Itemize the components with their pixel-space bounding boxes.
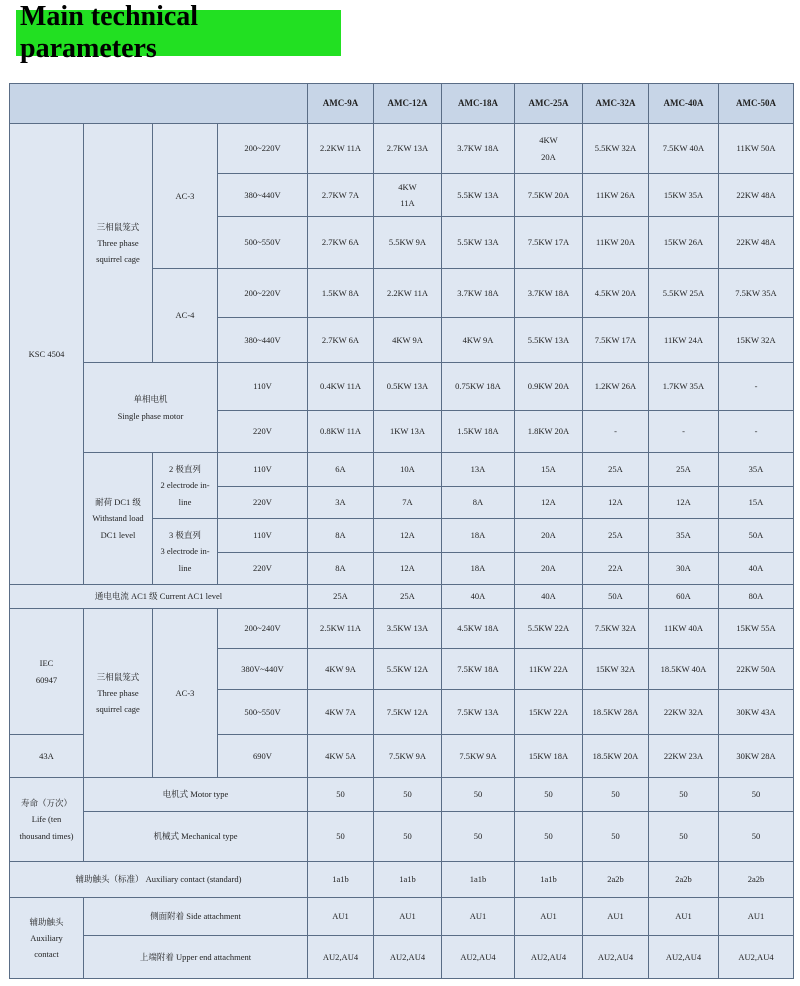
table-row xyxy=(10,812,794,862)
value-cell: 12A xyxy=(515,487,583,519)
value-cell: 2a2b xyxy=(583,862,649,898)
mechanical-type-label: 机械式 Mechanical type xyxy=(84,812,308,862)
iec-extra-label: 43A xyxy=(10,735,84,778)
value-cell: 12A xyxy=(649,487,719,519)
value-cell: 18.5KW 20A xyxy=(583,735,649,778)
ksc-squirrel-label xyxy=(84,124,153,363)
dc1-label xyxy=(84,453,153,585)
ksc-squirrel-label-line: 三相鼠笼式 xyxy=(96,221,140,232)
value-cell: 50 xyxy=(308,812,374,862)
life-label xyxy=(10,778,84,862)
value-cell: 2.7KW 6A xyxy=(308,318,374,363)
voltage-cell: 110V xyxy=(218,519,308,553)
value-cell: 5.5KW 13A xyxy=(515,318,583,363)
value-cell: 7A xyxy=(374,487,442,519)
value-cell: 30A xyxy=(649,553,719,585)
parameters-table xyxy=(9,83,794,979)
value-cell: 11KW 26A xyxy=(583,174,649,217)
voltage-cell: 200~220V xyxy=(218,269,308,318)
model-header: AMC-40A xyxy=(649,84,719,124)
value-cell: 6A xyxy=(308,453,374,487)
model-header: AMC-25A xyxy=(515,84,583,124)
value-cell: 15KW 35A xyxy=(649,174,719,217)
iec-ac3-label: AC-3 xyxy=(153,609,218,778)
value-cell: - xyxy=(719,411,794,453)
value-cell: 10A xyxy=(374,453,442,487)
value-cell: AU1 xyxy=(649,898,719,936)
value-cell: 40A xyxy=(442,585,515,609)
value-cell: AU2,AU4 xyxy=(308,936,374,979)
value-cell: - xyxy=(649,411,719,453)
ksc-ac4-label: AC-4 xyxy=(153,269,218,363)
model-header: AMC-9A xyxy=(308,84,374,124)
value-cell: 50 xyxy=(374,812,442,862)
iec-label xyxy=(10,609,84,735)
table-row xyxy=(10,898,794,936)
value-cell: 7.5KW 17A xyxy=(583,318,649,363)
value-cell: 22KW 50A xyxy=(719,649,794,690)
value-line: 4KW xyxy=(539,135,558,146)
value-cell: 3.5KW 13A xyxy=(374,609,442,649)
model-header: AMC-50A xyxy=(719,84,794,124)
value-cell: 15KW 18A xyxy=(515,735,583,778)
value-cell: 4KW 9A xyxy=(374,318,442,363)
table-row xyxy=(10,862,794,898)
value-cell: 7.5KW 12A xyxy=(374,690,442,735)
value-cell: 50 xyxy=(583,778,649,812)
value-cell: 7.5KW 20A xyxy=(515,174,583,217)
value-cell: 25A xyxy=(649,453,719,487)
value-cell: 1.7KW 35A xyxy=(649,363,719,411)
value-cell: 1.5KW 8A xyxy=(308,269,374,318)
value-cell: AU2,AU4 xyxy=(583,936,649,979)
voltage-cell: 380V~440V xyxy=(218,649,308,690)
model-header: AMC-32A xyxy=(583,84,649,124)
value-cell: 20A xyxy=(515,519,583,553)
value-cell: 22KW 23A xyxy=(649,735,719,778)
table-row xyxy=(10,936,794,979)
value-cell: 5.5KW 22A xyxy=(515,609,583,649)
value-cell: 3.7KW 18A xyxy=(515,269,583,318)
value-cell: 15KW 22A xyxy=(515,690,583,735)
value-cell: 18A xyxy=(442,553,515,585)
table-row xyxy=(10,124,794,174)
value-cell: 11KW 50A xyxy=(719,124,794,174)
value-cell: 18A xyxy=(442,519,515,553)
three-electrode-label-line: 3 electrode in-line xyxy=(160,546,210,573)
upper-attachment-label: 上端附着 Upper end attachment xyxy=(84,936,308,979)
voltage-cell: 110V xyxy=(218,363,308,411)
single-phase-label xyxy=(84,363,218,453)
voltage-cell: 380~440V xyxy=(218,174,308,217)
value-cell: 1a1b xyxy=(515,862,583,898)
value-cell: 25A xyxy=(583,519,649,553)
value-cell: AU2,AU4 xyxy=(515,936,583,979)
aux-contact-label xyxy=(10,898,84,979)
dc1-label-line: DC1 level xyxy=(100,529,136,540)
value-cell: 7.5KW 9A xyxy=(442,735,515,778)
value-cell: 7.5KW 40A xyxy=(649,124,719,174)
table-row xyxy=(10,453,794,487)
value-cell: 2.7KW 7A xyxy=(308,174,374,217)
value-cell: 7.5KW 32A xyxy=(583,609,649,649)
value-cell: 5.5KW 9A xyxy=(374,217,442,269)
value-cell: 1a1b xyxy=(442,862,515,898)
value-cell: 12A xyxy=(374,519,442,553)
value-cell: 50 xyxy=(515,812,583,862)
value-cell: 50 xyxy=(442,778,515,812)
value-cell: 2a2b xyxy=(719,862,794,898)
value-cell: 8A xyxy=(442,487,515,519)
voltage-cell: 220V xyxy=(218,411,308,453)
aux-contact-label-line: contact xyxy=(34,949,59,960)
value-cell: 12A xyxy=(374,553,442,585)
value-cell: AU1 xyxy=(374,898,442,936)
value-line: 20A xyxy=(541,151,556,162)
value-cell: 50 xyxy=(719,778,794,812)
value-cell: - xyxy=(719,363,794,411)
value-cell: 7.5KW 17A xyxy=(515,217,583,269)
value-cell: 18.5KW 28A xyxy=(583,690,649,735)
value-cell: 2.5KW 11A xyxy=(308,609,374,649)
value-cell: 11KW 40A xyxy=(649,609,719,649)
value-cell: 50A xyxy=(719,519,794,553)
value-cell: 40A xyxy=(719,553,794,585)
value-cell: 15KW 55A xyxy=(719,609,794,649)
value-cell: 50 xyxy=(649,778,719,812)
value-cell: 50 xyxy=(649,812,719,862)
value-cell: 0.75KW 18A xyxy=(442,363,515,411)
value-cell: 80A xyxy=(719,585,794,609)
value-cell: 12A xyxy=(583,487,649,519)
value-cell: 2.7KW 6A xyxy=(308,217,374,269)
single-phase-label-line: 单相电机 xyxy=(133,394,168,405)
dc1-label-line: Withstand load xyxy=(92,513,144,524)
parameters-table-wrap xyxy=(9,83,793,973)
value-cell: 15KW 32A xyxy=(583,649,649,690)
single-phase-label-line: Single phase motor xyxy=(117,410,184,421)
value-cell: 0.9KW 20A xyxy=(515,363,583,411)
table-row xyxy=(10,585,794,609)
value-cell: 0.5KW 13A xyxy=(374,363,442,411)
ksc-squirrel-label-line: Three phase xyxy=(97,237,139,248)
value-cell: 13A xyxy=(442,453,515,487)
value-cell: AU1 xyxy=(583,898,649,936)
value-cell: 3.7KW 18A xyxy=(442,269,515,318)
iec-squirrel-label xyxy=(84,609,153,778)
ac1-label: 通电电流 AC1 级 Current AC1 level xyxy=(10,585,308,609)
value-cell: 0.8KW 11A xyxy=(308,411,374,453)
voltage-cell: 110V xyxy=(218,453,308,487)
two-electrode-label-line: 2 极直列 xyxy=(169,464,201,475)
value-cell: 4KW 9A xyxy=(442,318,515,363)
value-cell: 4KW 5A xyxy=(308,735,374,778)
voltage-cell: 220V xyxy=(218,553,308,585)
page-title: Main technical parameters xyxy=(16,10,341,56)
ksc-squirrel-label-line: squirrel cage xyxy=(96,254,140,265)
value-cell: 5.5KW 13A xyxy=(442,217,515,269)
three-electrode-label xyxy=(153,519,218,585)
value-cell: 1KW 13A xyxy=(374,411,442,453)
voltage-cell: 690V xyxy=(218,735,308,778)
value-cell: 15A xyxy=(719,487,794,519)
iec-squirrel-label-line: Three phase xyxy=(97,687,139,698)
value-cell: 2.2KW 11A xyxy=(374,269,442,318)
value-cell: 5.5KW 25A xyxy=(649,269,719,318)
value-cell: 18.5KW 40A xyxy=(649,649,719,690)
life-label-line: 寿命（万次） xyxy=(20,798,72,809)
value-cell: 7.5KW 9A xyxy=(374,735,442,778)
value-cell: 11KW 24A xyxy=(649,318,719,363)
value-cell: 1a1b xyxy=(374,862,442,898)
value-cell: AU1 xyxy=(515,898,583,936)
voltage-cell: 500~550V xyxy=(218,217,308,269)
value-cell: 3A xyxy=(308,487,374,519)
value-cell: 2.7KW 13A xyxy=(374,124,442,174)
value-cell: 1a1b xyxy=(308,862,374,898)
value-cell: 50 xyxy=(308,778,374,812)
value-cell xyxy=(374,174,442,217)
value-cell: AU1 xyxy=(442,898,515,936)
value-cell: 7.5KW 18A xyxy=(442,649,515,690)
value-cell: 40A xyxy=(515,585,583,609)
iec-squirrel-label-line: 三相鼠笼式 xyxy=(96,671,140,682)
motor-type-label: 电机式 Motor type xyxy=(84,778,308,812)
value-cell: 1.8KW 20A xyxy=(515,411,583,453)
value-cell: AU2,AU4 xyxy=(719,936,794,979)
value-cell: 7.5KW 13A xyxy=(442,690,515,735)
value-cell: 2a2b xyxy=(649,862,719,898)
value-cell: 22A xyxy=(583,553,649,585)
ksc-label: KSC 4504 xyxy=(10,124,84,585)
value-cell: 15A xyxy=(515,453,583,487)
value-cell: 50 xyxy=(442,812,515,862)
side-attachment-label: 侧面附着 Side attachment xyxy=(84,898,308,936)
value-cell: AU2,AU4 xyxy=(374,936,442,979)
voltage-cell: 220V xyxy=(218,487,308,519)
dc1-label-line: 耐荷 DC1 级 xyxy=(95,497,141,508)
aux-contact-label-line: 辅助触头 xyxy=(29,916,64,927)
value-cell: 15KW 32A xyxy=(719,318,794,363)
life-label-line: Life (ten xyxy=(31,814,62,825)
value-cell: 30KW 43A xyxy=(719,690,794,735)
aux-contact-label-line: Auxiliary xyxy=(30,932,63,943)
value-cell: AU1 xyxy=(719,898,794,936)
voltage-cell: 380~440V xyxy=(218,318,308,363)
table-row xyxy=(10,778,794,812)
value-cell: 50 xyxy=(583,812,649,862)
three-electrode-label-line: 3 极直列 xyxy=(169,530,201,541)
value-cell: 22KW 48A xyxy=(719,174,794,217)
ksc-ac3-label: AC-3 xyxy=(153,124,218,269)
value-cell: 35A xyxy=(649,519,719,553)
value-cell: 11KW 22A xyxy=(515,649,583,690)
value-cell: 5.5KW 12A xyxy=(374,649,442,690)
table-row xyxy=(10,363,794,411)
value-cell: 5.5KW 13A xyxy=(442,174,515,217)
value-cell: 4.5KW 18A xyxy=(442,609,515,649)
value-cell: 60A xyxy=(649,585,719,609)
value-cell: 25A xyxy=(583,453,649,487)
value-cell: 11KW 20A xyxy=(583,217,649,269)
value-cell: 2.2KW 11A xyxy=(308,124,374,174)
value-cell: 30KW 28A xyxy=(719,735,794,778)
value-cell: AU1 xyxy=(308,898,374,936)
value-cell: 8A xyxy=(308,553,374,585)
value-cell: 35A xyxy=(719,453,794,487)
value-cell: 50 xyxy=(515,778,583,812)
value-cell: AU2,AU4 xyxy=(649,936,719,979)
model-header: AMC-18A xyxy=(442,84,515,124)
value-cell: 1.5KW 18A xyxy=(442,411,515,453)
value-line: 11A xyxy=(400,198,415,208)
value-cell: 5.5KW 32A xyxy=(583,124,649,174)
two-electrode-label xyxy=(153,453,218,519)
iec-label-line: IEC xyxy=(39,658,54,669)
value-cell: 7.5KW 35A xyxy=(719,269,794,318)
voltage-cell: 200~220V xyxy=(218,124,308,174)
value-cell: - xyxy=(583,411,649,453)
aux-standard-label: 辅助触头（标准） Auxiliary contact (standard) xyxy=(10,862,308,898)
value-cell: 20A xyxy=(515,553,583,585)
two-electrode-label-line: 2 electrode in-line xyxy=(160,480,210,507)
value-cell: 25A xyxy=(308,585,374,609)
table-row xyxy=(10,84,794,124)
value-line: 4KW xyxy=(398,181,417,192)
value-cell: 4KW 7A xyxy=(308,690,374,735)
value-cell: AU2,AU4 xyxy=(442,936,515,979)
value-cell: 25A xyxy=(374,585,442,609)
value-cell: 22KW 32A xyxy=(649,690,719,735)
iec-squirrel-label-line: squirrel cage xyxy=(96,704,140,715)
value-cell: 22KW 48A xyxy=(719,217,794,269)
life-label-line: thousand times) xyxy=(19,830,74,841)
value-cell: 15KW 26A xyxy=(649,217,719,269)
value-cell: 1.2KW 26A xyxy=(583,363,649,411)
model-header: AMC-12A xyxy=(374,84,442,124)
value-cell: 50A xyxy=(583,585,649,609)
value-cell: 4.5KW 20A xyxy=(583,269,649,318)
voltage-cell: 200~240V xyxy=(218,609,308,649)
value-cell xyxy=(515,124,583,174)
value-cell: 3.7KW 18A xyxy=(442,124,515,174)
value-cell: 8A xyxy=(308,519,374,553)
value-cell: 0.4KW 11A xyxy=(308,363,374,411)
table-row xyxy=(10,609,794,649)
value-cell: 50 xyxy=(719,812,794,862)
value-cell: 4KW 9A xyxy=(308,649,374,690)
header-spacer xyxy=(10,84,308,124)
value-cell: 50 xyxy=(374,778,442,812)
iec-label-line: 60947 xyxy=(35,674,58,685)
voltage-cell: 500~550V xyxy=(218,690,308,735)
